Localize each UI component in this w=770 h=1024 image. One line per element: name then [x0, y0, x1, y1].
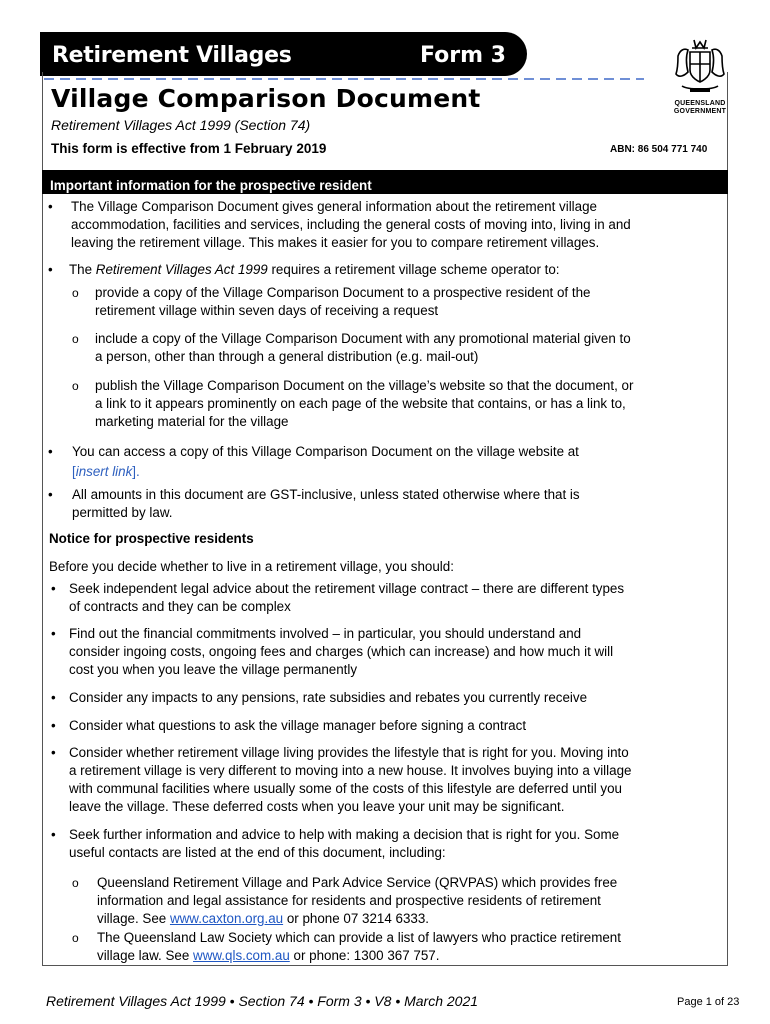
sub-bullet-icon: o [72, 876, 79, 890]
act-reference: Retirement Villages Act 1999 (Section 74) [51, 117, 311, 133]
text-line: information and legal assistance for residents and prospective residents of retirement [97, 893, 601, 908]
text-line: Seek further information and advice to help with making a decision that is right for you. Some [69, 827, 620, 842]
text-line: Queensland Retirement Village and Park Advice Service (QRVPAS) which provides free [97, 875, 618, 890]
text-line: consider ingoing costs, ongoing fees and charges (which can increase) and how much it will [69, 644, 614, 659]
qls-link[interactable]: www.qls.com.au [193, 948, 290, 963]
bullet-icon: • [51, 626, 56, 641]
bracket: ]. [132, 464, 140, 479]
text-span: or phone 07 3214 6333. [283, 911, 430, 926]
sub-bullet-icon: o [72, 286, 79, 300]
document-title: Village Comparison Document [51, 84, 481, 113]
banner-title: Retirement Villages [52, 43, 292, 68]
text-line: Consider any impacts to any pensions, rate subsidies and rebates you currently receive [69, 690, 588, 705]
section-heading-bar [42, 170, 728, 194]
bullet-icon: • [51, 745, 56, 760]
text-line: All amounts in this document are GST-inclusive, unless stated otherwise where that is [72, 487, 580, 502]
bullet-icon: • [51, 827, 56, 842]
bullet-icon: • [48, 199, 53, 214]
bracket: [ [72, 464, 76, 479]
effective-date: This form is effective from 1 February 2019 [51, 141, 327, 156]
bullet-icon: • [48, 487, 53, 502]
text-line: cost you when you leave the village permanently [69, 662, 358, 677]
bullet-icon: • [51, 581, 56, 596]
text-line: publish the Village Comparison Document on the village’s website so that the document, or [95, 378, 634, 393]
text-span: The [69, 262, 96, 277]
page-number: Page 1 of 23 [677, 996, 740, 1008]
text-line: useful contacts are listed at the end of this document, including: [69, 845, 446, 860]
text-line: include a copy of the Village Comparison Document with any promotional material given to [95, 331, 631, 346]
text-line: Seek independent legal advice about the retirement village contract – there are different types [69, 581, 625, 596]
text-line: provide a copy of the Village Comparison Document to a prospective resident of the [95, 285, 591, 300]
text-line: leave the village. These deferred costs when you leave your unit may be significant. [69, 799, 565, 814]
text-line: The Queensland Law Society which can provide a list of lawyers who practice retirement [97, 930, 621, 945]
section-heading: Important information for the prospective resident [50, 178, 372, 193]
text-line: Consider what questions to ask the village manager before signing a contract [69, 718, 527, 733]
text-line: a retirement village is very different to moving into a new house. It involves buying into a village [69, 763, 632, 778]
notice-heading: Notice for prospective residents [49, 531, 254, 546]
text-line: accommodation, facilities and services, including the general costs of moving into, living in and [71, 217, 631, 232]
text-line: marketing material for the village [95, 414, 289, 429]
text-line: a person, other than through a general distribution (e.g. mail-out) [95, 349, 479, 364]
sub-bullet-icon: o [72, 332, 79, 346]
text-line: leaving the retirement village. This makes it easier for you to compare retirement villages. [71, 235, 600, 250]
act-name: Retirement Villages Act 1999 [95, 262, 268, 277]
caxton-link[interactable]: www.caxton.org.au [169, 911, 284, 926]
text-line: You can access a copy of this Village Comparison Document on the village website at [72, 444, 579, 459]
bullet-icon: • [51, 690, 56, 705]
text-span: village. See [97, 911, 170, 926]
notice-intro: Before you decide whether to live in a retirement village, you should: [49, 559, 454, 574]
text-span: or phone: 1300 367 757. [289, 948, 440, 963]
bullet-icon: • [51, 718, 56, 733]
bullet-icon: • [48, 444, 53, 459]
text-span: requires a retirement village scheme operator to: [267, 262, 560, 277]
sub-bullet-icon: o [72, 931, 79, 945]
bullet-icon: • [48, 262, 53, 277]
form-banner [40, 32, 527, 76]
text-span: village law. See [97, 948, 194, 963]
text-line: permitted by law. [72, 505, 173, 520]
logo-wordmark: QUEENSLAND GOVERNMENT [673, 100, 727, 115]
text-line: of contracts and they can be complex [69, 599, 291, 614]
abn-number: ABN: 86 504 771 740 [610, 144, 708, 155]
text-line: Consider whether retirement village living provides the lifestyle that is right for you. Moving into [69, 745, 629, 760]
text-line: Find out the financial commitments involved – in particular, you should understand and [69, 626, 582, 641]
footer-reference: Retirement Villages Act 1999 • Section 74 • Form 3 • V8 • March 2021 [46, 993, 479, 1009]
text-line: retirement village within seven days of receiving a request [95, 303, 439, 318]
text-line: with communal facilities where usually some of the costs of this lifestyle are deferred until you [69, 781, 622, 796]
insert-link[interactable]: insert link [75, 464, 133, 479]
sub-bullet-icon: o [72, 379, 79, 393]
banner-form-number: Form 3 [420, 43, 506, 68]
text-line: a link to it appears prominently on each page of the website that contains, or has a link to, [95, 396, 626, 411]
text-line: The Village Comparison Document gives general information about the retirement village [71, 199, 597, 214]
